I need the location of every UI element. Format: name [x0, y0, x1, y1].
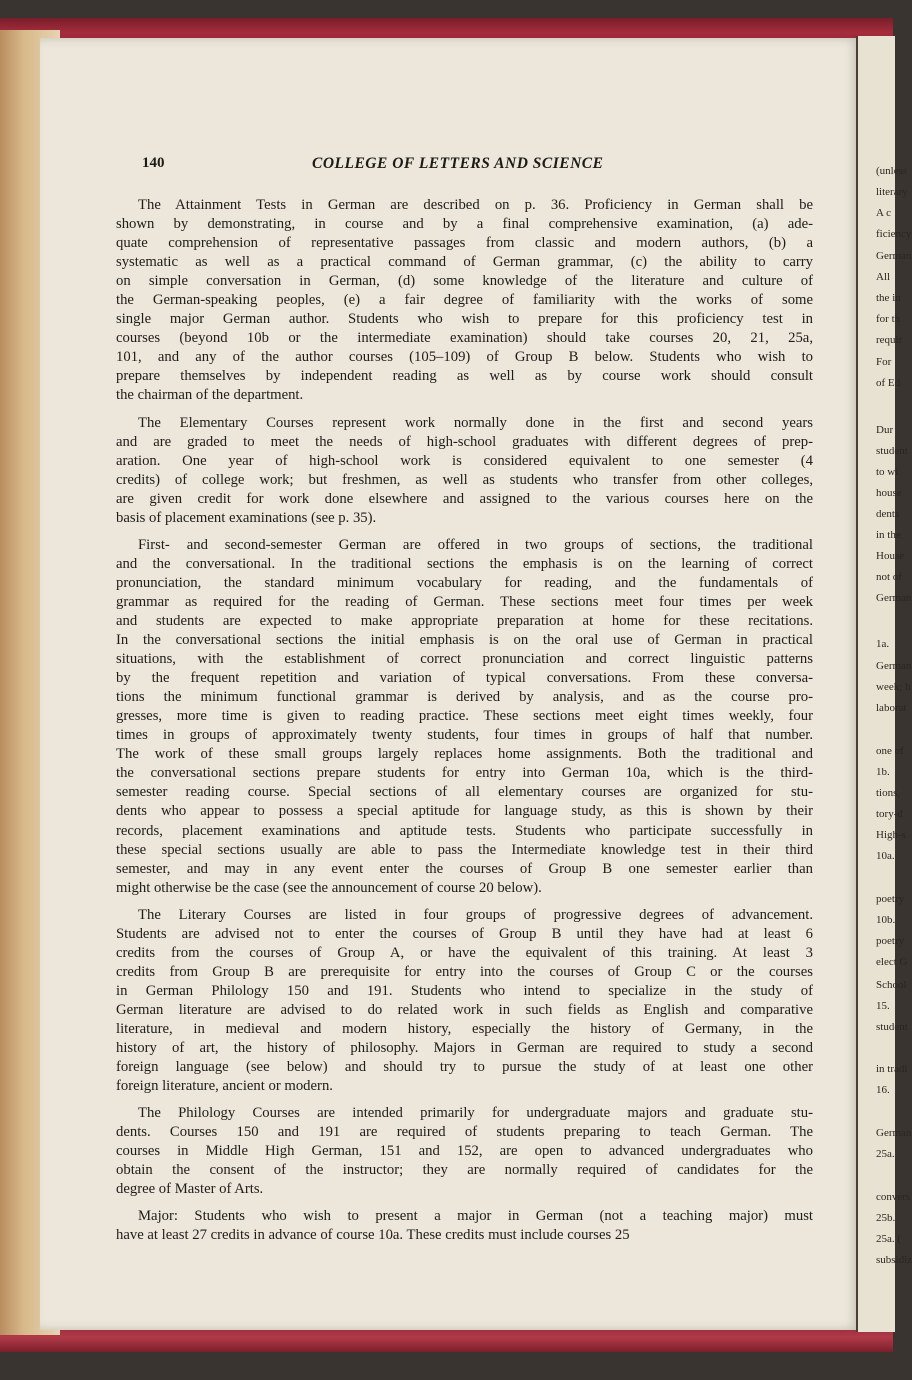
text-line: the chairman of the department.: [116, 387, 304, 404]
facing-page-fragment: in tradi: [876, 1063, 908, 1075]
text-line: The Literary Courses are listed in four groups of progressive degrees of advancement.: [138, 906, 813, 923]
running-head: COLLEGE OF LETTERS AND SCIENCE: [312, 155, 604, 172]
text-line: aration. One year of high-school work is considered equivalent to one semester (4: [116, 452, 813, 469]
text-line: these special sections usually are able to pass the Intermediate knowledge test in their third: [116, 841, 813, 858]
facing-page-fragment: 10b.: [876, 914, 896, 926]
text-line: obtain the consent of the instructor; they are normally required of candidates for the: [116, 1162, 813, 1179]
facing-page-fragment: 15.: [876, 1000, 890, 1012]
facing-page-fragment: literary: [876, 186, 908, 198]
paragraph: [116, 536, 813, 898]
facing-page-fragment: 25b.: [876, 1212, 896, 1224]
facing-page-fragment: week; h: [876, 681, 911, 693]
text-line: credits) of college work; but freshmen, as well as students who transfer from other colleges,: [116, 471, 813, 488]
text-line: shown by demonstrating, in course and by a final comprehensive examination, (a) ade-: [116, 216, 813, 233]
facing-page-fragment: the in: [876, 292, 901, 304]
facing-page-fragment: in the: [876, 529, 901, 541]
text-line: have at least 27 credits in advance of course 10a. These credits must include courses 25: [116, 1227, 630, 1244]
facing-page-fragment: tions,: [876, 787, 901, 799]
text-line: and are graded to meet the needs of high-school graduates with different degrees of prep-: [116, 433, 813, 450]
paragraph: [116, 1104, 813, 1199]
text-line: degree of Master of Arts.: [116, 1181, 264, 1198]
facing-page-fragment: A c: [876, 207, 891, 219]
facing-page-fragment: All: [876, 271, 891, 283]
facing-page-fragment: subsidiz: [876, 1254, 912, 1266]
facing-page-fragment: 25a.: [876, 1148, 895, 1160]
text-line: In the conversational sections the initial emphasis is on the oral use of German in practical: [116, 632, 813, 649]
facing-page-fragment: tory-d: [876, 808, 903, 820]
facing-page-fragment: elect G: [876, 956, 908, 968]
facing-page-fragment: German: [876, 660, 912, 672]
text-line: German literature are advised to do related work in such fields as English and comparative: [116, 1001, 813, 1018]
text-line: records, placement examinations and aptitude tests. Students who participate successfully in: [116, 822, 813, 839]
text-line: literature, in medieval and modern history, especially the history of Germany, in the: [116, 1020, 813, 1037]
text-line: and the conversational. In the traditional sections the emphasis is on the learning of correct: [116, 555, 813, 572]
text-line: Major: Students who wish to present a major in German (not a teaching major) must: [138, 1208, 813, 1225]
facing-page-fragment: House: [876, 550, 905, 562]
text-line: by the frequent repetition and variation of typical conversations. From these conversa-: [116, 670, 813, 687]
facing-page-fragment: German: [876, 592, 912, 604]
text-line: times in groups of approximately twenty students, four times in groups of half that number.: [116, 727, 813, 744]
text-line: credits from Group B are prerequisite for entry into the courses of Group C or the courses: [116, 963, 813, 980]
text-line: The work of these small groups largely replaces home assignments. Both the traditional and: [116, 746, 813, 763]
facing-page-fragment: of Ed: [876, 377, 901, 389]
paragraph: [116, 414, 813, 528]
text-line: foreign literature, ancient or modern.: [116, 1078, 333, 1095]
facing-page-fragment: student: [876, 1021, 908, 1033]
text-line: tions the minimum functional grammar is derived by analysis, and as the course pro-: [116, 689, 813, 706]
facing-page-fragment: School: [876, 979, 907, 991]
text-line: single major German author. Students who wish to prepare for this proficiency test in: [116, 311, 813, 328]
facing-page-fragment: ficiency: [876, 228, 912, 240]
text-line: dents who appear to possess a special aptitude for language study, as this is shown by their: [116, 803, 813, 820]
text-line: systematic as well as a practical command of German grammar, (c) the ability to carry: [116, 254, 813, 271]
text-line: gresses, more time is given to reading practice. These sections meet eight times weekly, four: [116, 708, 813, 725]
paragraph: [116, 196, 813, 406]
facing-page-fragment: For: [876, 356, 892, 368]
paragraph: [116, 1207, 813, 1245]
text-line: The Attainment Tests in German are described on p. 36. Proficiency in German shall be: [138, 197, 813, 213]
facing-page-fragment: poetry: [876, 935, 905, 947]
facing-page-strip: [856, 36, 912, 1332]
text-line: history of art, the history of philosophy. Majors in German are required to study a second: [116, 1040, 813, 1057]
facing-page-fragment: not of: [876, 571, 902, 583]
text-line: courses in Middle High German, 151 and 152, are open to advanced undergraduates who: [116, 1143, 813, 1160]
text-line: prepare themselves by independent reading as well as by course work should consult: [116, 368, 813, 385]
text-line: situations, with the establishment of correct pronunciation and correct linguistic patterns: [116, 651, 813, 668]
page-header: [142, 155, 822, 175]
text-line: 101, and any of the author courses (105–109) of Group B below. Students who wish to: [116, 349, 813, 366]
text-line: the German-speaking peoples, (e) a fair degree of familiarity with the works of some: [116, 292, 813, 309]
facing-page-fragment: 1a.: [876, 638, 890, 650]
text-line: might otherwise be the case (see the announcement of course 20 below).: [116, 879, 542, 896]
facing-page-fragment: requir: [876, 334, 903, 346]
text-line: The Elementary Courses represent work normally done in the first and second years: [138, 414, 813, 431]
facing-page-fragment: Dur: [876, 424, 894, 436]
text-line: semester, and may in any event enter the courses of Group B one semester earlier than: [116, 860, 813, 877]
facing-page-fragment: German: [876, 1127, 912, 1139]
text-line: foreign language (see below) and should try to pursue the study of at least one other: [116, 1059, 813, 1076]
facing-page-fragment: house: [876, 487, 902, 499]
facing-page-fragment: for th: [876, 313, 901, 325]
facing-page-fragment: poetry: [876, 893, 905, 905]
facing-page-fragment: convers: [876, 1191, 911, 1203]
facing-page-fragment: 16.: [876, 1084, 890, 1096]
facing-page-fragment: 10a.: [876, 850, 895, 862]
facing-page-fragment: German: [876, 250, 912, 262]
text-line: are given credit for work done elsewhere and assigned to the various courses here on the: [116, 490, 813, 507]
text-line: the conversational sections prepare students for entry into German 10a, which is the third-: [116, 765, 813, 782]
facing-page-fragment: to wi: [876, 466, 899, 478]
text-line: dents. Courses 150 and 191 are required of students preparing to teach German. The: [116, 1124, 813, 1141]
text-line: Students are advised not to enter the courses of Group B until they have had at least 6: [116, 925, 813, 942]
page-number: 140: [142, 155, 165, 171]
text-line: grammar as required for the reading of German. These sections meet four times per week: [116, 593, 813, 610]
facing-page-fragment: laborat: [876, 702, 907, 714]
facing-page-fragment: 1b.: [876, 766, 890, 778]
text-line: courses (beyond 10b or the intermediate examination) should take courses 20, 21, 25a,: [116, 330, 813, 347]
text-line: in German Philology 150 and 191. Students who intend to specialize in the study of: [116, 982, 813, 999]
text-line: quate comprehension of representative passages from classic and modern authors, (b) a: [116, 235, 813, 252]
text-line: First- and second-semester German are offered in two groups of sections, the traditional: [138, 536, 813, 553]
text-line: The Philology Courses are intended primarily for undergraduate majors and graduate stu-: [138, 1105, 813, 1122]
text-line: semester reading course. Special sections of all elementary courses are organized for stu-: [116, 784, 813, 801]
text-line: pronunciation, the standard minimum vocabulary for reading, and the fundamentals of: [116, 574, 813, 591]
paragraph: [116, 906, 813, 1096]
text-line: credits from the courses of Group A, or have the equivalent of this training. At least 3: [116, 944, 813, 961]
facing-page-fragment: dents: [876, 508, 900, 520]
facing-page-fragment: student: [876, 445, 908, 457]
facing-page-fragment: High-s: [876, 829, 906, 841]
text-line: and students are expected to make appropriate preparation at home for these recitations.: [116, 612, 813, 629]
text-line: on simple conversation in German, (d) some knowledge of the literature and culture of: [116, 273, 813, 290]
body-text: [116, 196, 813, 1253]
facing-page-fragment: one of: [876, 745, 904, 757]
text-line: basis of placement examinations (see p. 35).: [116, 509, 377, 526]
facing-page-fragment: 25a. (: [876, 1233, 902, 1245]
facing-page-fragment: (unless: [876, 165, 908, 177]
